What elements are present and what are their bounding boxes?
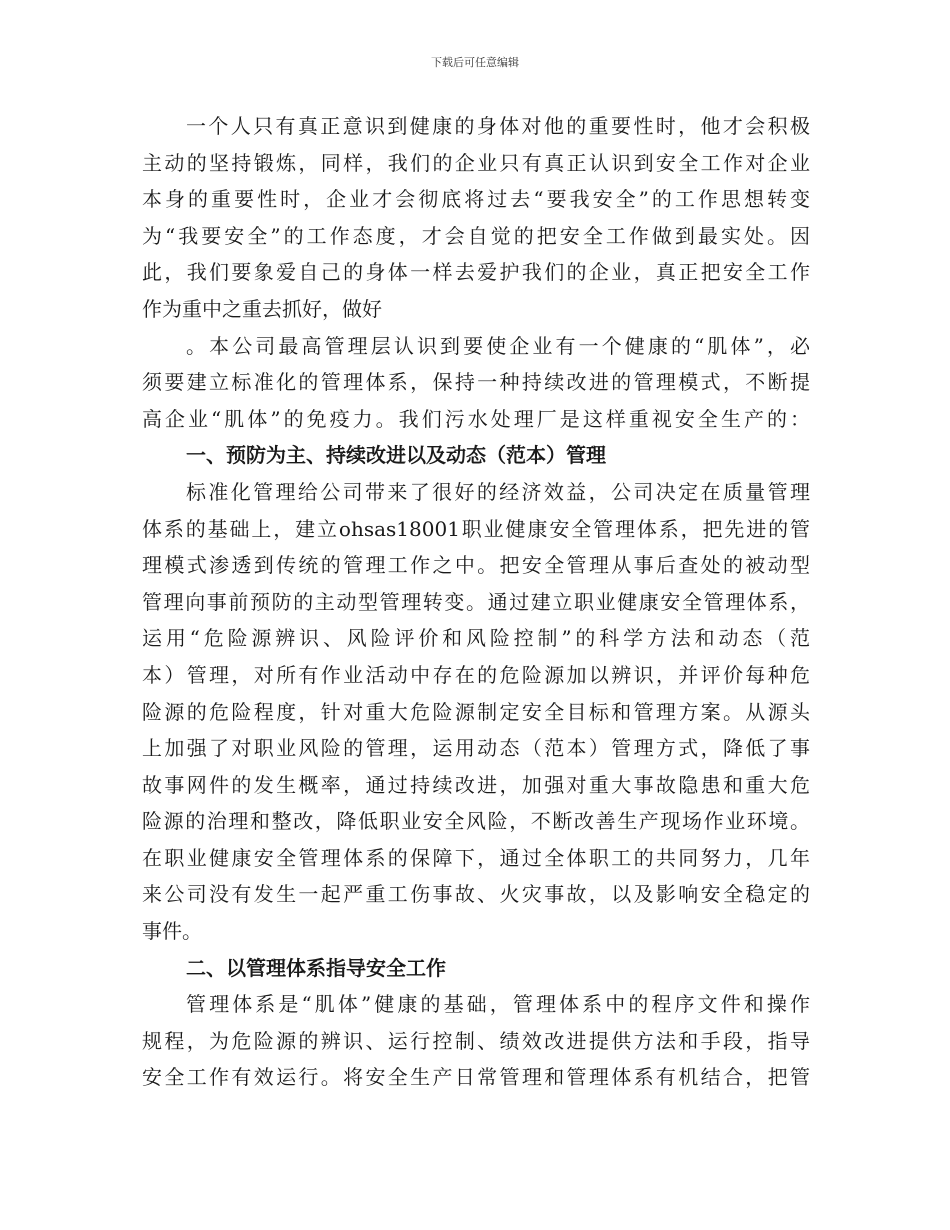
paragraph-line: 规程，为危险源的辨识、运行控制、绩效改进提供方法和手段，指导 — [142, 1028, 810, 1053]
paragraph-line: 运用“危险源辨识、风险评价和风险控制”的科学方法和动态（范 — [142, 626, 810, 651]
paragraph-line: 险源的治理和整改，降低职业安全风险，不断改善生产现场作业环境。 — [142, 809, 810, 834]
paragraph-line: 。本公司最高管理层认识到要使企业有一个健康的“肌体”，必 — [186, 333, 810, 358]
section-heading: 一、预防为主、持续改进以及动态（范本）管理 — [186, 443, 606, 468]
paragraph-line: 上加强了对职业风险的管理，运用动态（范本）管理方式，降低了事 — [142, 736, 810, 761]
paragraph-line: 此，我们要象爱自己的身体一样去爱护我们的企业，真正把安全工作 — [142, 260, 810, 285]
paragraph-line: 本身的重要性时，企业才会彻底将过去“要我安全”的工作思想转变 — [142, 187, 810, 212]
paragraph-line: 险源的危险程度，针对重大危险源制定安全目标和管理方案。从源头 — [142, 699, 810, 724]
paragraph-line: 标准化管理给公司带来了很好的经济效益，公司决定在质量管理 — [186, 479, 810, 504]
paragraph-line: 管理向事前预防的主动型管理转变。通过建立职业健康安全管理体系， — [142, 589, 810, 614]
paragraph-line: 主动的坚持锻炼，同样，我们的企业只有真正认识到安全工作对企业 — [142, 150, 810, 175]
section-heading: 二、以管理体系指导安全工作 — [186, 955, 446, 980]
paragraph-line: 来公司没有发生一起严重工伤事故、火灾事故，以及影响安全稳定的 — [142, 882, 810, 907]
page-header: 下载后可任意编辑 — [431, 56, 519, 69]
paragraph-line: 安全工作有效运行。将安全生产日常管理和管理体系有机结合，把管 — [142, 1065, 810, 1090]
paragraph-line: 高企业“肌体”的免疫力。我们污水处理厂是这样重视安全生产的： — [142, 406, 810, 431]
document-body — [142, 108, 810, 1096]
paragraph-line: 本）管理，对所有作业活动中存在的危险源加以辨识，并评价每种危 — [142, 662, 810, 687]
paragraph-line: 作为重中之重去抓好，做好 — [142, 296, 382, 321]
paragraph-line: 在职业健康安全管理体系的保障下，通过全体职工的共同努力，几年 — [142, 845, 810, 870]
paragraph-line: 体系的基础上，建立ohsas18001职业健康安全管理体系，把先进的管 — [142, 516, 810, 541]
paragraph-line: 管理体系是“肌体”健康的基础，管理体系中的程序文件和操作 — [186, 992, 810, 1017]
paragraph-line: 故事网件的发生概率，通过持续改进，加强对重大事故隐患和重大危 — [142, 772, 810, 797]
paragraph-line: 理模式渗透到传统的管理工作之中。把安全管理从事后查处的被动型 — [142, 553, 810, 578]
paragraph-line: 为“我要安全”的工作态度，才会自觉的把安全工作做到最实处。因 — [142, 223, 810, 248]
paragraph-line: 须要建立标准化的管理体系，保持一种持续改进的管理模式，不断提 — [142, 370, 810, 395]
paragraph-line: 一个人只有真正意识到健康的身体对他的重要性时，他才会积极 — [186, 114, 810, 138]
paragraph-line: 事件。 — [142, 919, 202, 944]
